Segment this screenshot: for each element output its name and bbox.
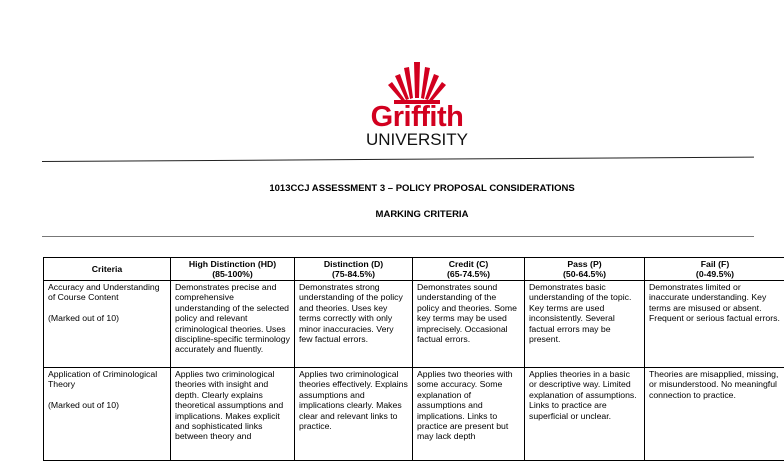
table-row: [44, 368, 784, 461]
grade-label: Fail (F): [649, 259, 781, 269]
table-cell-p: Applies theories in a basic or descriptive way. Limited explanation of assumptions. Links to practice are superficial or unclear.: [525, 368, 645, 461]
criterion-name: Application of Criminological Theory: [48, 369, 166, 390]
table-row: [44, 281, 784, 368]
table-cell-f: Theories are misapplied, missing, or misunderstood. No meaningful connection to practice.: [645, 368, 784, 461]
grade-label: Credit (C): [417, 259, 520, 269]
grade-label: High Distinction (HD): [175, 259, 290, 269]
table-header-row: [44, 258, 784, 281]
table-cell-p: Demonstrates basic understanding of the topic. Key terms are used inconsistently. Several factual errors may be present.: [525, 281, 645, 368]
logo-subtitle: UNIVERSITY: [358, 130, 476, 150]
table-cell-c: Applies two theories with some accuracy. Some explanation of assumptions and implications. Links to practice are present but may lack depth: [413, 368, 525, 461]
document-subtitle: MARKING CRITERIA: [42, 209, 784, 220]
table-cell-d: Demonstrates strong understanding of the policy and theories. Uses key terms correctly with only minor inaccuracies. Very few factual errors.: [295, 281, 413, 368]
grade-header-f: [645, 258, 784, 281]
grade-range: (0-49.5%): [649, 269, 781, 279]
griffith-emblem-icon: [358, 60, 476, 106]
table-cell-f: Demonstrates limited or inaccurate understanding. Key terms are misused or absent. Frequent or serious factual errors.: [645, 281, 784, 368]
criterion-name: Accuracy and Understanding of Course Content: [48, 282, 166, 303]
table-cell-hd: Demonstrates precise and comprehensive understanding of the selected policy and relevant criminological theories. Uses discipline-specific terminology accurately and fluently.: [171, 281, 295, 368]
grade-range: (75-84.5%): [299, 269, 408, 279]
grade-header-p: [525, 258, 645, 281]
document-title: 1013CCJ ASSESSMENT 3 – POLICY PROPOSAL CONSIDERATIONS: [42, 183, 784, 194]
grade-label: Pass (P): [529, 259, 640, 269]
table-cell-hd: Applies two criminological theories with insight and depth. Clearly explains theoretical assumptions and implications. Makes explicit and sophisticated links between theory and: [171, 368, 295, 461]
criteria-header: Criteria: [44, 258, 171, 281]
criterion-marks: (Marked out of 10): [48, 400, 166, 410]
marking-criteria-table: [43, 257, 784, 461]
griffith-university-logo: [358, 60, 476, 152]
table-cell-d: Applies two criminological theories effectively. Explains assumptions and implications clearly. Makes clear and relevant links to practice.: [295, 368, 413, 461]
grade-label: Distinction (D): [299, 259, 408, 269]
grade-header-hd: [171, 258, 295, 281]
logo-wordmark: Griffith: [358, 102, 476, 132]
criterion-cell: [44, 368, 171, 461]
criterion-cell: [44, 281, 171, 368]
grade-header-c: [413, 258, 525, 281]
header-divider: [42, 157, 754, 162]
grade-range: (65-74.5%): [417, 269, 520, 279]
table-cell-c: Demonstrates sound understanding of the policy and theories. Some key terms may be used imprecisely. Occasional factual errors.: [413, 281, 525, 368]
section-divider: [42, 236, 754, 237]
grade-header-d: [295, 258, 413, 281]
grade-range: (50-64.5%): [529, 269, 640, 279]
criterion-marks: (Marked out of 10): [48, 313, 166, 323]
grade-range: (85-100%): [175, 269, 290, 279]
